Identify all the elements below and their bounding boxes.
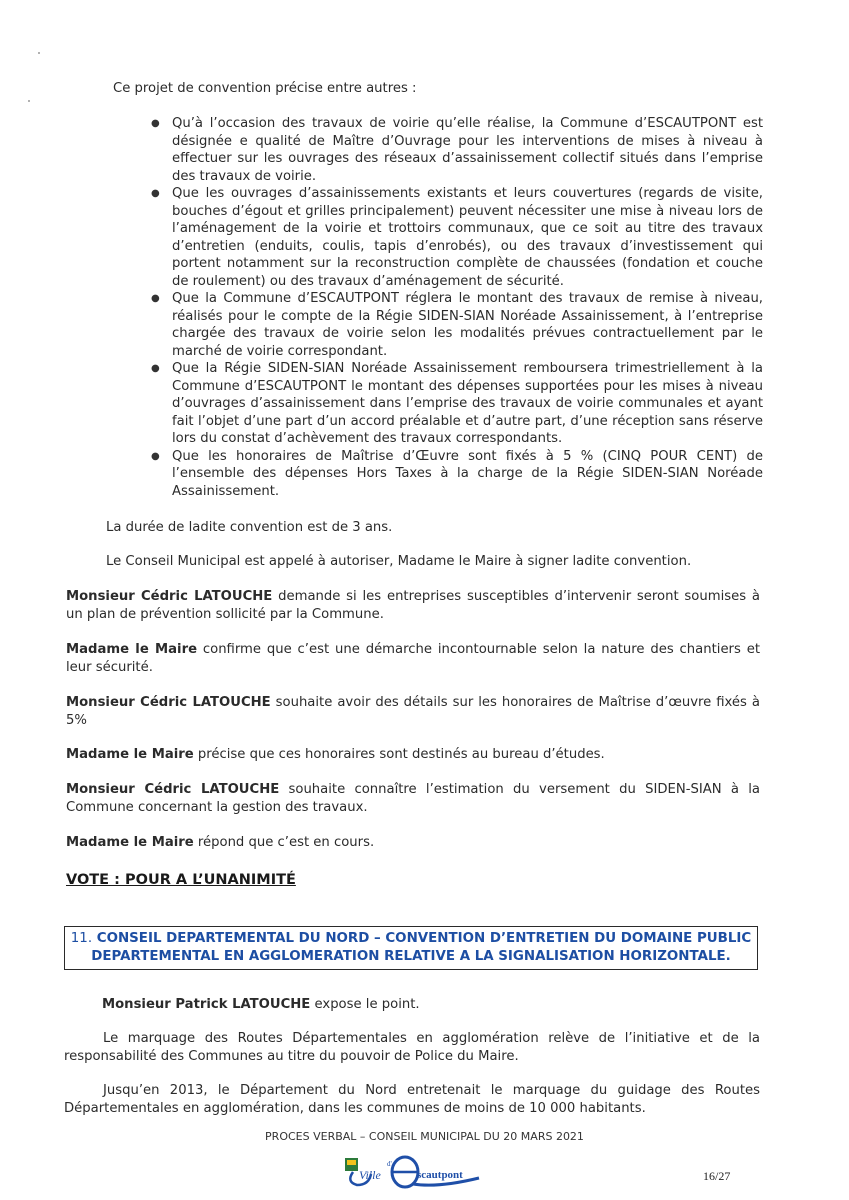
intro-sentence: Ce projet de convention précise entre autres : <box>113 81 417 96</box>
section-heading-box <box>64 926 758 970</box>
ville-escautpont-logo <box>343 1152 483 1190</box>
list-item: ● Que les ouvrages d’assainissements existants et leurs couvertures (regards de visite, bouches d’égout et grilles principalement) peuvent nécessiter une mise à niveau lors de l’aménagement de la voirie et trottoirs communaux, que ce soit au titre des travaux d’entretien (enduits, coulis, tapis d’enrobés), ou des travaux d’investissement qui portent notamment sur la reconstruction complète de chaussées (fondation et couche de roulement) ou des travaux d’aménagement de sécurité. <box>151 186 763 289</box>
vote-result: VOTE : POUR A L’UNANIMITÉ <box>66 872 296 888</box>
exchange-paragraph <box>66 781 760 816</box>
bullet-icon: ● <box>151 118 160 129</box>
duration-paragraph: La durée de ladite convention est de 3 ans. <box>106 520 393 535</box>
speaker-name: Monsieur Cédric LATOUCHE <box>66 782 280 797</box>
speaker-name: Madame le Maire <box>66 642 198 657</box>
speaker-name: Madame le Maire <box>66 835 194 850</box>
exchange-paragraph <box>66 694 760 729</box>
speaker-name: Madame le Maire <box>66 747 194 762</box>
scan-speck <box>38 52 40 54</box>
exchange-text: demande si les entreprises susceptibles d’intervenir seront soumises à un plan de prévention sollicité par la Commune. <box>66 589 760 622</box>
bullet-icon: ● <box>151 188 160 199</box>
exchange-text: souhaite connaître l’estimation du versement du SIDEN-SIAN à la Commune concernant la gestion des travaux. <box>66 782 760 815</box>
speaker-name: Monsieur Cédric LATOUCHE <box>66 589 273 604</box>
exchange-text: confirme que c’est une démarche incontournable selon la nature des chantiers et leur sécurité. <box>66 642 760 675</box>
speaker-name: Monsieur Cédric LATOUCHE <box>66 695 271 710</box>
list-item: ● Que la Régie SIDEN-SIAN Noréade Assainissement remboursera trimestriellement à la Commune d’ESCAUTPONT le montant des dépenses supportées pour les mises à niveau d’ouvrages d’assainissement dans l’emprise des travaux de voirie communales et ayant fait l’objet d’une part d’un accord préalable et d’autre part, d’une réception sans réserve lors du constat d’achèvement des travaux correspondants. <box>151 361 763 446</box>
exchange-paragraph <box>66 588 760 623</box>
convention-points-list <box>151 115 763 500</box>
bullet-icon: ● <box>151 450 160 462</box>
exchange-paragraph <box>66 746 760 764</box>
exchange-text: précise que ces honoraires sont destinés au bureau d’études. <box>193 747 605 762</box>
exchange-text: souhaite avoir des détails sur les honoraires de Maîtrise d’œuvre fixés à 5% <box>66 695 760 728</box>
section-paragraph: Le marquage des Routes Départementales en agglomération relève de l’initiative et de la responsabilité des Communes au titre du pouvoir de Police du Maire. <box>64 1031 760 1064</box>
logo-text-escautpont: scautpont <box>417 1169 463 1181</box>
exchange-paragraph <box>66 641 760 676</box>
presenter-paragraph: Monsieur Patrick LATOUCHE expose le point. <box>102 997 420 1012</box>
section-title-line: 11. CONSEIL DEPARTEMENTAL DU NORD – CONVENTION D’ENTRETIEN DU DOMAINE PUBLIC <box>70 931 752 946</box>
section-number: 11. <box>70 931 93 946</box>
section-title-line: DEPARTEMENTAL EN AGGLOMERATION RELATIVE A LA SIGNALISATION HORIZONTALE. <box>91 949 731 964</box>
speaker-name: Monsieur Patrick LATOUCHE <box>102 997 311 1012</box>
page-number: 16/27 <box>703 1169 731 1183</box>
bullet-icon: ● <box>151 363 160 374</box>
exchange-paragraph <box>66 834 760 852</box>
bullet-icon: ● <box>151 293 160 304</box>
logo-text-small: d' <box>387 1160 392 1168</box>
footer-title: PROCES VERBAL – CONSEIL MUNICIPAL DU 20 MARS 2021 <box>265 1130 584 1143</box>
logo-text-ville: Ville <box>359 1168 381 1182</box>
council-call-paragraph: Le Conseil Municipal est appelé à autoriser, Madame le Maire à signer ladite convention. <box>106 554 692 569</box>
section-paragraph: Jusqu’en 2013, le Département du Nord entretenait le marquage du guidage des Routes Départementales en agglomération, dans les communes de moins de 10 000 habitants. <box>64 1083 760 1116</box>
list-item: ● Que la Commune d’ESCAUTPONT réglera le montant des travaux de remise à niveau, réalisés pour le compte de la Régie SIDEN-SIAN Noréade Assainissement, à l’entreprise chargée des travaux de voirie selon les modalités prévues contractuellement par le marché de voirie correspondant. <box>151 291 763 359</box>
list-item: ● Que les honoraires de Maîtrise d’Œuvre sont fixés à 5 % (CINQ POUR CENT) de l’ensemble des dépenses Hors Taxes à la charge de la Régie SIDEN-SIAN Noréade Assainissement. <box>151 448 763 499</box>
exchange-text: répond que c’est en cours. <box>193 835 375 850</box>
scan-speck <box>28 100 30 102</box>
list-item: ● Qu’à l’occasion des travaux de voirie qu’elle réalise, la Commune d’ESCAUTPONT est désignée e qualité de Maître d’Ouvrage pour les interventions de mises à niveau à effectuer sur les ouvrages des réseaux d’assainissement collectif situés dans l’emprise des travaux de voirie. <box>151 116 763 184</box>
